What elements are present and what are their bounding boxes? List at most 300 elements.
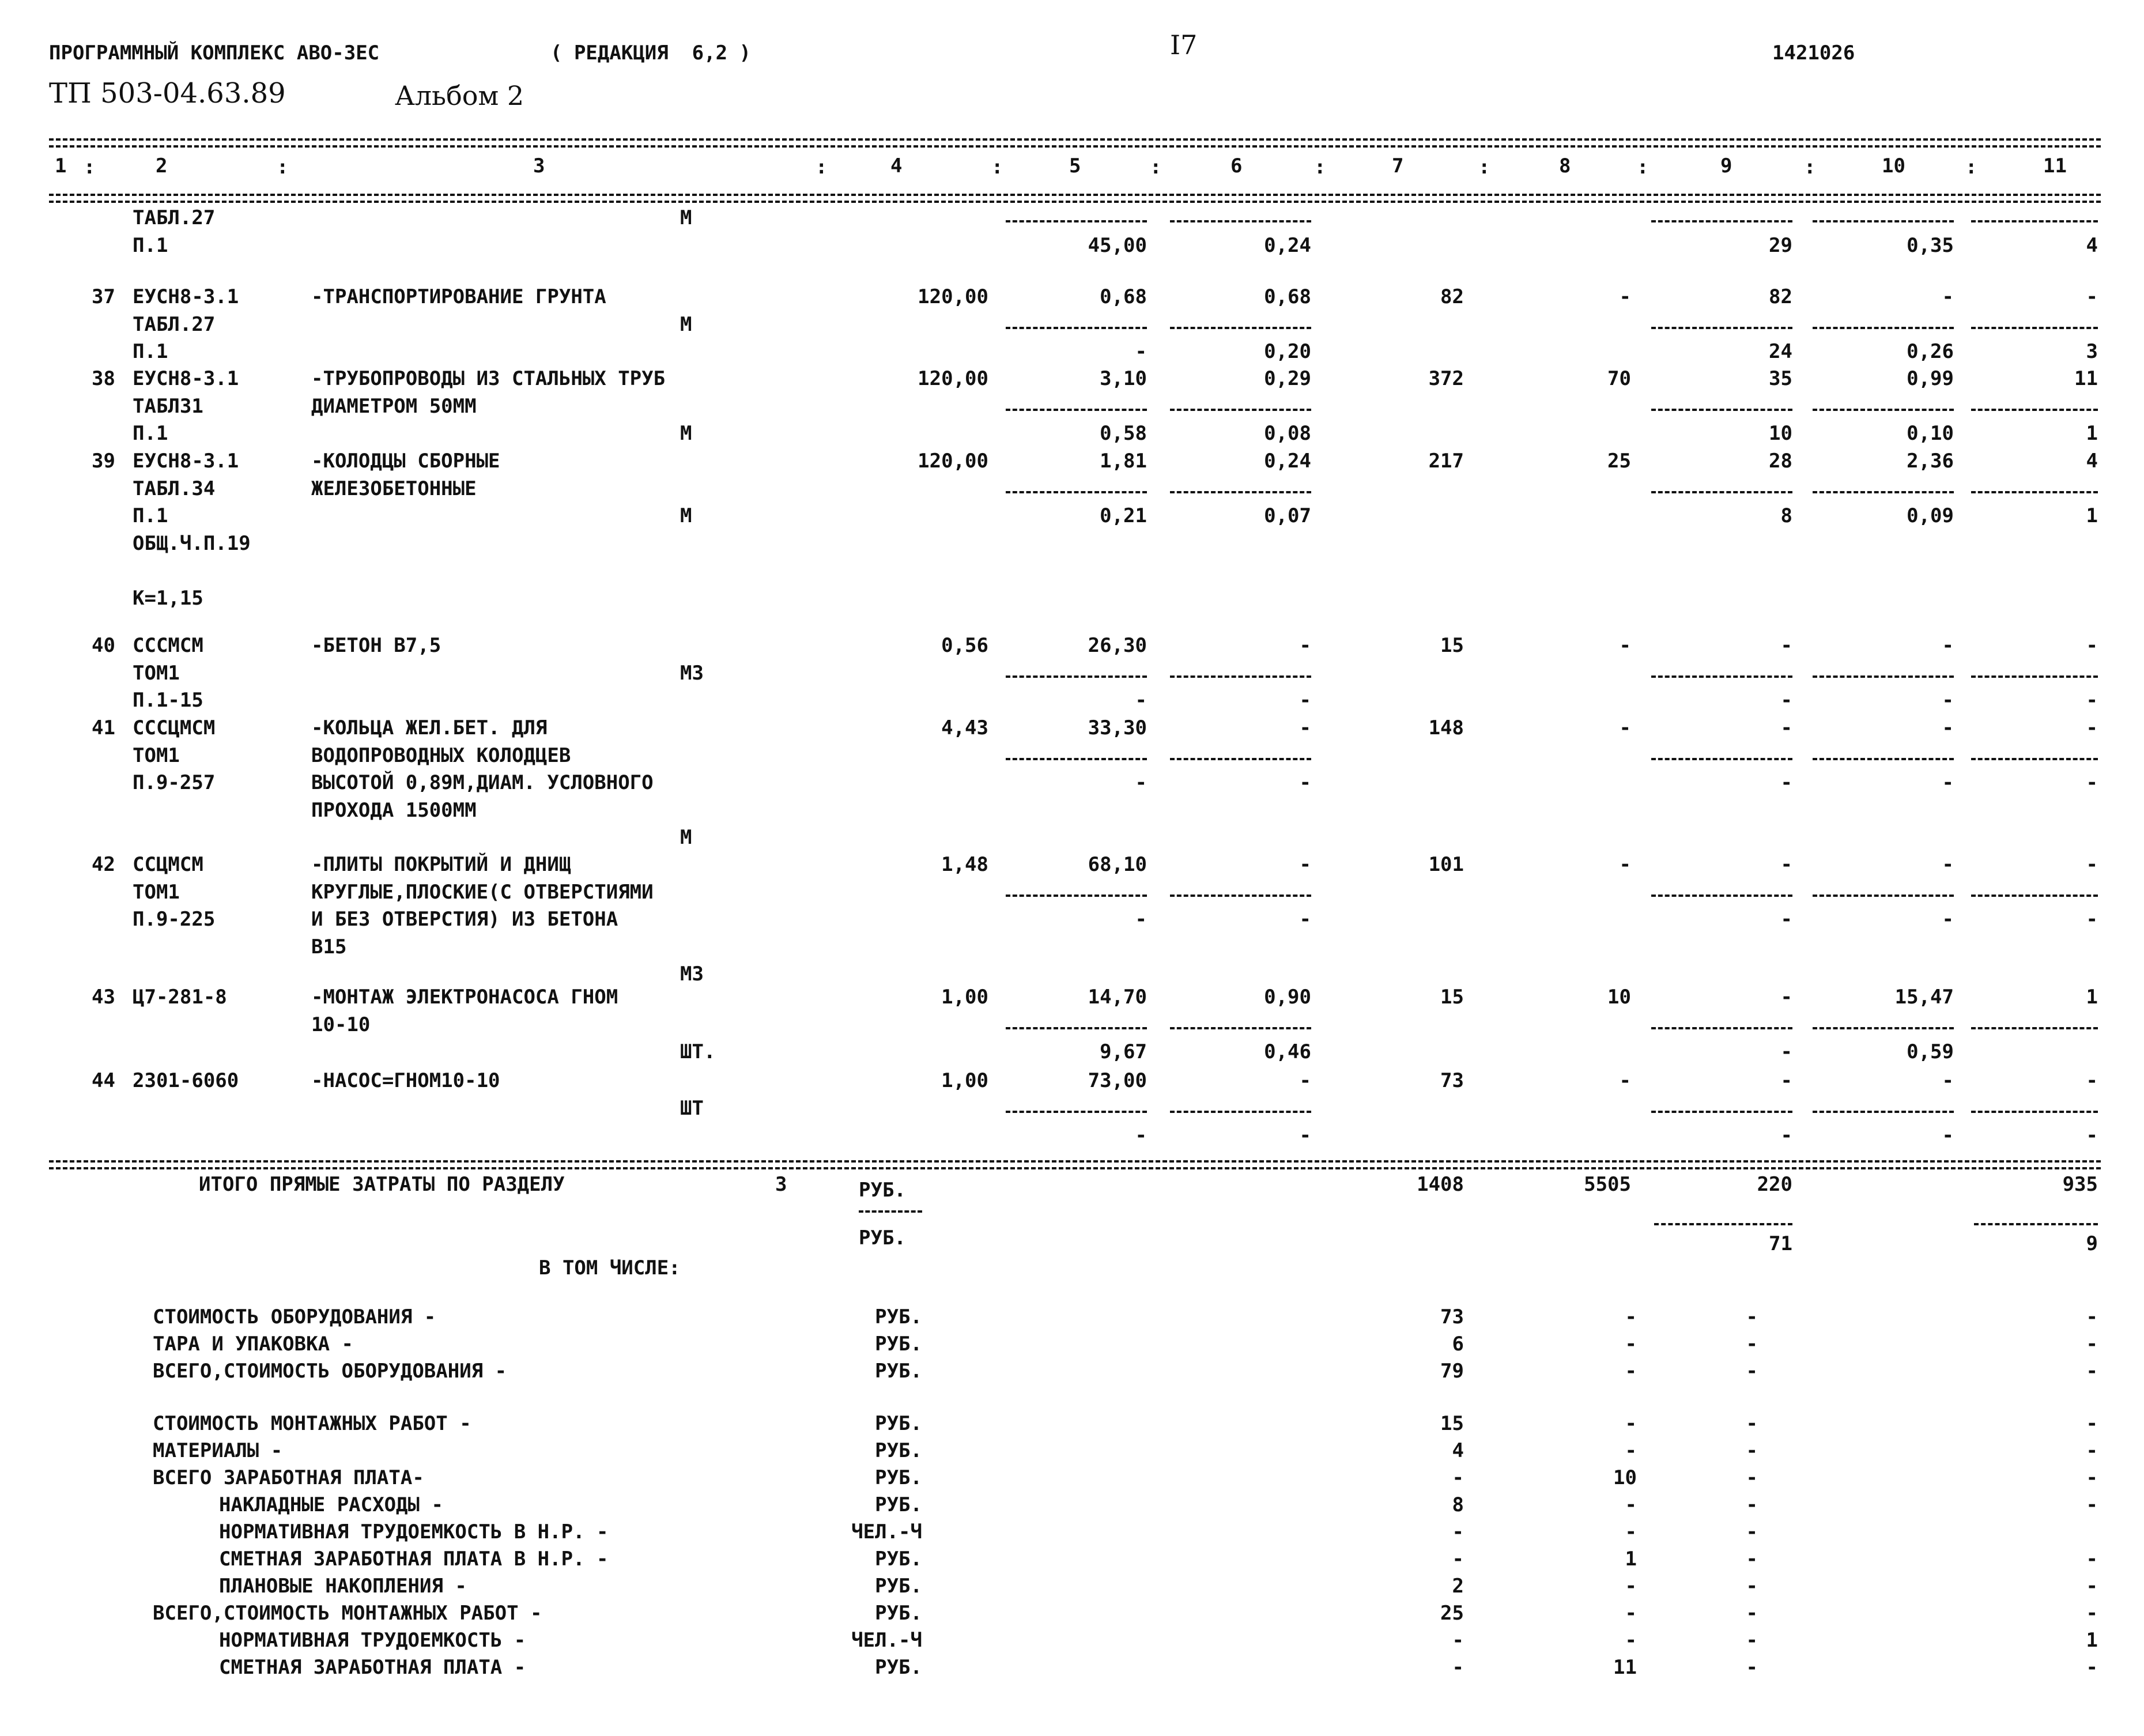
row-c9-top: 82 bbox=[1769, 285, 1792, 308]
summary-col11: - bbox=[2086, 1466, 2098, 1489]
column-header-7: 7 bbox=[1392, 154, 1404, 178]
summary-col11: - bbox=[2086, 1439, 2098, 1462]
summary-col7: 15 bbox=[1440, 1412, 1464, 1435]
row-c10-divider bbox=[1813, 1027, 1954, 1029]
row-c9-bottom: 24 bbox=[1769, 340, 1792, 363]
row-c6-top: - bbox=[1299, 1069, 1311, 1092]
row-code: ТАБЛ.27 bbox=[133, 312, 216, 336]
row-unit: М bbox=[680, 826, 692, 849]
row-c4: 120,00 bbox=[918, 285, 988, 308]
row-c11-top: 1 bbox=[2086, 986, 2098, 1009]
summary-unit: ЧЕЛ.-Ч bbox=[851, 1629, 922, 1652]
row-c4: 120,00 bbox=[918, 367, 988, 390]
summary-unit: РУБ. bbox=[875, 1493, 922, 1516]
summary-col7: 6 bbox=[1452, 1333, 1464, 1356]
summary-unit: РУБ. bbox=[875, 1466, 922, 1489]
summary-col9: - bbox=[1746, 1466, 1758, 1489]
summary-col8: - bbox=[1625, 1412, 1637, 1435]
row-description: -МОНТАЖ ЭЛЕКТРОНАСОСА ГНОМ bbox=[311, 986, 618, 1009]
row-c9-bottom: 10 bbox=[1769, 422, 1792, 445]
row-c10-top: - bbox=[1942, 285, 1954, 308]
row-c9-divider bbox=[1651, 491, 1792, 493]
row-c11-top: - bbox=[2086, 634, 2098, 657]
row-c5-top: 0,68 bbox=[1100, 285, 1147, 308]
column-header-9: 9 bbox=[1720, 154, 1732, 178]
row-c5-bottom: 45,00 bbox=[1088, 233, 1147, 257]
summary-label: СМЕТНАЯ ЗАРАБОТНАЯ ПЛАТА - bbox=[219, 1656, 526, 1679]
summary-col9: - bbox=[1746, 1493, 1758, 1516]
row-unit: ШТ. bbox=[680, 1040, 716, 1063]
row-c5-bottom: 9,67 bbox=[1100, 1040, 1147, 1063]
row-c9-divider bbox=[1651, 409, 1792, 411]
row-c11-divider bbox=[1971, 491, 2098, 493]
row-c6-bottom: 0,20 bbox=[1264, 340, 1311, 363]
row-c10-divider bbox=[1813, 1111, 1954, 1113]
row-c6-top: - bbox=[1299, 853, 1311, 876]
row-code: П.1-15 bbox=[133, 689, 203, 712]
column-header-1: 1 bbox=[55, 154, 67, 178]
row-c11-divider bbox=[1971, 675, 2098, 678]
row-c9-top: - bbox=[1780, 1069, 1792, 1092]
row-c6-bottom: 0,46 bbox=[1264, 1040, 1311, 1063]
summary-unit: РУБ. bbox=[875, 1656, 922, 1679]
total-label: ИТОГО ПРЯМЫЕ ЗАТРАТЫ ПО РАЗДЕЛУ bbox=[199, 1173, 565, 1196]
row-c6-bottom: - bbox=[1299, 1124, 1311, 1147]
row-c11-divider bbox=[1971, 409, 2098, 411]
row-description: ВЫСОТОЙ 0,89М,ДИАМ. УСЛОВНОГО bbox=[311, 771, 654, 794]
tp-number: ТП 503-04.63.89 bbox=[49, 77, 286, 110]
row-c6-top: 0,68 bbox=[1264, 285, 1311, 308]
row-c11-top: - bbox=[2086, 853, 2098, 876]
row-description: ЖЕЛЕЗОБЕТОННЫЕ bbox=[311, 477, 477, 500]
summary-col7: 2 bbox=[1452, 1575, 1464, 1598]
row-c11-divider bbox=[1971, 1111, 2098, 1113]
row-c10-bottom: 0,59 bbox=[1907, 1040, 1954, 1063]
row-code: ТАБЛ.34 bbox=[133, 477, 216, 500]
row-c9-bottom: - bbox=[1780, 771, 1792, 794]
total-col8: 5505 bbox=[1584, 1173, 1631, 1196]
row-c10-bottom: 0,09 bbox=[1907, 504, 1954, 527]
row-c7: 15 bbox=[1440, 986, 1464, 1009]
row-c5-top: 3,10 bbox=[1100, 367, 1147, 390]
summary-unit: РУБ. bbox=[875, 1602, 922, 1625]
total-col9-bottom: 71 bbox=[1769, 1232, 1792, 1255]
row-unit: М3 bbox=[680, 963, 704, 986]
summary-col11: 1 bbox=[2086, 1629, 2098, 1652]
row-c11-divider bbox=[1971, 758, 2098, 760]
row-c8: - bbox=[1619, 716, 1631, 739]
row-c6-top: 0,29 bbox=[1264, 367, 1311, 390]
row-code: П.1 bbox=[133, 340, 168, 363]
total-unit-rule bbox=[859, 1210, 922, 1213]
summary-col11: - bbox=[2086, 1412, 2098, 1435]
row-c6-divider bbox=[1170, 1111, 1311, 1113]
summary-label: ПЛАНОВЫЕ НАКОПЛЕНИЯ - bbox=[219, 1575, 467, 1598]
summary-col11: - bbox=[2086, 1548, 2098, 1571]
row-c8: 70 bbox=[1607, 367, 1631, 390]
row-c9-bottom: - bbox=[1780, 689, 1792, 712]
row-c10-bottom: - bbox=[1942, 771, 1954, 794]
row-c11-bottom: 3 bbox=[2086, 340, 2098, 363]
column-header-6: 6 bbox=[1230, 154, 1243, 178]
row-c9-top: - bbox=[1780, 716, 1792, 739]
row-c6-divider bbox=[1170, 675, 1311, 678]
row-description: -КОЛЬЦА ЖЕЛ.БЕТ. ДЛЯ bbox=[311, 716, 548, 739]
row-description: И БЕЗ ОТВЕРСТИЯ) ИЗ БЕТОНА bbox=[311, 908, 618, 931]
row-c10-bottom: - bbox=[1942, 689, 1954, 712]
row-code: ЕУСН8-3.1 bbox=[133, 285, 239, 308]
total-col7: 1408 bbox=[1417, 1173, 1464, 1196]
row-code: К=1,15 bbox=[133, 586, 203, 610]
row-number: 41 bbox=[92, 716, 115, 739]
row-number: 39 bbox=[92, 450, 115, 473]
row-c10-divider bbox=[1813, 895, 1954, 897]
summary-label: СТОИМОСТЬ МОНТАЖНЫХ РАБОТ - bbox=[153, 1412, 471, 1435]
row-c5-bottom: 0,21 bbox=[1100, 504, 1147, 527]
summary-col8: - bbox=[1625, 1575, 1637, 1598]
summary-col7: 73 bbox=[1440, 1305, 1464, 1329]
row-c6-divider bbox=[1170, 758, 1311, 760]
total-unit: РУБ. bbox=[859, 1179, 906, 1202]
summary-unit: ЧЕЛ.-Ч bbox=[851, 1520, 922, 1543]
summary-col9: - bbox=[1746, 1305, 1758, 1329]
summary-col8: - bbox=[1625, 1493, 1637, 1516]
summary-col7: - bbox=[1452, 1629, 1464, 1652]
column-header-2: 2 bbox=[156, 154, 168, 178]
row-description: 10-10 bbox=[311, 1013, 371, 1036]
row-c10-divider bbox=[1813, 409, 1954, 411]
row-c7: 82 bbox=[1440, 285, 1464, 308]
summary-col8: - bbox=[1625, 1629, 1637, 1652]
row-c10-divider bbox=[1813, 675, 1954, 678]
row-c5-bottom: - bbox=[1135, 771, 1147, 794]
summary-col9: - bbox=[1746, 1656, 1758, 1679]
row-code: ТОМ1 bbox=[133, 880, 180, 904]
row-c6-top: 0,24 bbox=[1264, 450, 1311, 473]
row-c10-divider bbox=[1813, 491, 1954, 493]
summary-col9: - bbox=[1746, 1360, 1758, 1383]
row-code: ЕУСН8-3.1 bbox=[133, 367, 239, 390]
summary-col8: 1 bbox=[1625, 1548, 1637, 1571]
row-c6-bottom: - bbox=[1299, 771, 1311, 794]
row-c10-top: - bbox=[1942, 1069, 1954, 1092]
column-separator: : bbox=[1637, 156, 1649, 179]
summary-col9: - bbox=[1746, 1439, 1758, 1462]
summary-col9: - bbox=[1746, 1520, 1758, 1543]
row-c5-divider bbox=[1006, 758, 1147, 760]
row-description: -БЕТОН В7,5 bbox=[311, 634, 441, 657]
row-c6-bottom: - bbox=[1299, 908, 1311, 931]
row-code: ТОМ1 bbox=[133, 661, 180, 685]
row-c9-top: 28 bbox=[1769, 450, 1792, 473]
row-c8: 25 bbox=[1607, 450, 1631, 473]
total-col11: 935 bbox=[2062, 1173, 2098, 1196]
row-description: -ТРУБОПРОВОДЫ ИЗ СТАЛЬНЫХ ТРУБ bbox=[311, 367, 666, 390]
summary-col8: - bbox=[1625, 1439, 1637, 1462]
column-header-11: 11 bbox=[2043, 154, 2067, 178]
header-top-rule-2 bbox=[49, 145, 2101, 148]
row-c5-divider bbox=[1006, 675, 1147, 678]
row-c10-divider bbox=[1813, 220, 1954, 222]
row-c9-bottom: - bbox=[1780, 1124, 1792, 1147]
row-description: -НАСОС=ГНОМ10-10 bbox=[311, 1069, 500, 1092]
row-description: ДИАМЕТРОМ 50ММ bbox=[311, 394, 477, 418]
row-code: ССCМСМ bbox=[133, 634, 203, 657]
summary-col11: - bbox=[2086, 1656, 2098, 1679]
row-code: Ц7-281-8 bbox=[133, 986, 227, 1009]
row-c11-top: - bbox=[2086, 1069, 2098, 1092]
row-code: ТАБЛ31 bbox=[133, 394, 203, 418]
summary-col7: - bbox=[1452, 1520, 1464, 1543]
row-c9-top: - bbox=[1780, 634, 1792, 657]
summary-col11: - bbox=[2086, 1575, 2098, 1598]
row-c9-bottom: 8 bbox=[1780, 504, 1792, 527]
summary-col9: - bbox=[1746, 1602, 1758, 1625]
summary-col8: - bbox=[1625, 1360, 1637, 1383]
row-c5-top: 14,70 bbox=[1088, 986, 1147, 1009]
row-c6-top: 0,90 bbox=[1264, 986, 1311, 1009]
row-c11-bottom: 1 bbox=[2086, 422, 2098, 445]
row-unit: М bbox=[680, 422, 692, 445]
row-c6-top: - bbox=[1299, 716, 1311, 739]
row-c11-top: - bbox=[2086, 285, 2098, 308]
summary-col9: - bbox=[1746, 1333, 1758, 1356]
row-c9-divider bbox=[1651, 675, 1792, 678]
summary-label: ВСЕГО,СТОИМОСТЬ МОНТАЖНЫХ РАБОТ - bbox=[153, 1602, 542, 1625]
row-c6-divider bbox=[1170, 491, 1311, 493]
row-unit: ШТ bbox=[680, 1096, 704, 1120]
row-code: ССЦМСМ bbox=[133, 853, 203, 876]
row-c8: - bbox=[1619, 1069, 1631, 1092]
row-number: 43 bbox=[92, 986, 115, 1009]
row-code: П.9-257 bbox=[133, 771, 216, 794]
summary-col9: - bbox=[1746, 1412, 1758, 1435]
row-c10-bottom: 0,35 bbox=[1907, 233, 1954, 257]
row-c9-divider bbox=[1651, 895, 1792, 897]
row-c4: 1,00 bbox=[941, 1069, 988, 1092]
row-c5-divider bbox=[1006, 1111, 1147, 1113]
row-c4: 1,48 bbox=[941, 853, 988, 876]
album-label: Альбом 2 bbox=[395, 80, 524, 111]
column-header-10: 10 bbox=[1882, 154, 1905, 178]
summary-col8: 11 bbox=[1613, 1656, 1637, 1679]
row-c11-divider bbox=[1971, 220, 2098, 222]
summary-unit: РУБ. bbox=[875, 1333, 922, 1356]
row-c9-top: - bbox=[1780, 853, 1792, 876]
row-c6-divider bbox=[1170, 220, 1311, 222]
summary-label: МАТЕРИАЛЫ - bbox=[153, 1439, 283, 1462]
row-unit: М bbox=[680, 504, 692, 527]
row-c6-divider bbox=[1170, 1027, 1311, 1029]
row-c10-top: - bbox=[1942, 716, 1954, 739]
row-c4: 0,56 bbox=[941, 634, 988, 657]
row-c10-bottom: - bbox=[1942, 1124, 1954, 1147]
summary-unit: РУБ. bbox=[875, 1548, 922, 1571]
row-c5-divider bbox=[1006, 895, 1147, 897]
row-c11-divider bbox=[1971, 895, 2098, 897]
document-code: 1421026 bbox=[1772, 41, 1855, 65]
edition-label: ( РЕДАКЦИЯ 6,2 ) bbox=[550, 41, 751, 65]
row-description: -ПЛИТЫ ПОКРЫТИЙ И ДНИЩ bbox=[311, 853, 571, 876]
row-code: П.1 bbox=[133, 422, 168, 445]
row-c8: - bbox=[1619, 853, 1631, 876]
row-c7: 372 bbox=[1428, 367, 1464, 390]
summary-col8: - bbox=[1625, 1305, 1637, 1329]
summary-col11: - bbox=[2086, 1602, 2098, 1625]
row-c6-bottom: 0,24 bbox=[1264, 233, 1311, 257]
row-code: ОБЩ.Ч.П.19 bbox=[133, 531, 251, 555]
row-c7: 73 bbox=[1440, 1069, 1464, 1092]
row-c9-bottom: - bbox=[1780, 908, 1792, 931]
summary-col7: 8 bbox=[1452, 1493, 1464, 1516]
row-c5-divider bbox=[1006, 409, 1147, 411]
column-separator: : bbox=[277, 156, 289, 179]
row-description: -КОЛОДЦЫ СБОРНЫЕ bbox=[311, 450, 500, 473]
header-bottom-rule bbox=[49, 194, 2101, 196]
row-number: 42 bbox=[92, 853, 115, 876]
summary-col11: - bbox=[2086, 1305, 2098, 1329]
row-c11-bottom: 4 bbox=[2086, 233, 2098, 257]
row-c10-top: - bbox=[1942, 853, 1954, 876]
row-c5-top: 1,81 bbox=[1100, 450, 1147, 473]
summary-unit: РУБ. bbox=[875, 1360, 922, 1383]
row-unit: М bbox=[680, 206, 692, 229]
row-c9-top: - bbox=[1780, 986, 1792, 1009]
summary-col11: - bbox=[2086, 1493, 2098, 1516]
row-c11-bottom: 1 bbox=[2086, 504, 2098, 527]
summary-unit: РУБ. bbox=[875, 1439, 922, 1462]
row-c9-divider bbox=[1651, 1111, 1792, 1113]
summary-col9: - bbox=[1746, 1548, 1758, 1571]
row-c6-top: - bbox=[1299, 634, 1311, 657]
summary-label: ВСЕГО ЗАРАБОТНАЯ ПЛАТА- bbox=[153, 1466, 424, 1489]
row-c5-bottom: - bbox=[1135, 1124, 1147, 1147]
header-top-rule bbox=[49, 138, 2101, 141]
summary-col7: - bbox=[1452, 1656, 1464, 1679]
summary-label: ТАРА И УПАКОВКА - bbox=[153, 1333, 353, 1356]
row-description: В15 bbox=[311, 935, 347, 958]
column-header-5: 5 bbox=[1069, 154, 1081, 178]
summary-col9: - bbox=[1746, 1575, 1758, 1598]
row-c5-bottom: - bbox=[1135, 908, 1147, 931]
row-c5-divider bbox=[1006, 220, 1147, 222]
row-c11-top: - bbox=[2086, 716, 2098, 739]
row-c6-bottom: - bbox=[1299, 689, 1311, 712]
row-c11-divider bbox=[1971, 1027, 2098, 1029]
row-code: ЕУСН8-3.1 bbox=[133, 450, 239, 473]
summary-label: НАКЛАДНЫЕ РАСХОДЫ - bbox=[219, 1493, 443, 1516]
row-c11-bottom: - bbox=[2086, 908, 2098, 931]
summary-col8: - bbox=[1625, 1333, 1637, 1356]
row-c10-top: 0,99 bbox=[1907, 367, 1954, 390]
row-c10-divider bbox=[1813, 758, 1954, 760]
column-header-8: 8 bbox=[1559, 154, 1571, 178]
row-c5-top: 68,10 bbox=[1088, 853, 1147, 876]
row-number: 38 bbox=[92, 367, 115, 390]
row-c9-bottom: - bbox=[1780, 1040, 1792, 1063]
summary-col11: - bbox=[2086, 1333, 2098, 1356]
row-c5-divider bbox=[1006, 1027, 1147, 1029]
summary-unit: РУБ. bbox=[875, 1305, 922, 1329]
row-c11-bottom: - bbox=[2086, 1124, 2098, 1147]
column-separator: : bbox=[1150, 156, 1162, 179]
row-number: 37 bbox=[92, 285, 115, 308]
row-c10-top: 15,47 bbox=[1894, 986, 1954, 1009]
row-c7: 15 bbox=[1440, 634, 1464, 657]
row-code: ТОМ1 bbox=[133, 744, 180, 767]
row-code: 2301-6060 bbox=[133, 1069, 239, 1092]
row-c11-top: 11 bbox=[2074, 367, 2098, 390]
row-c4: 4,43 bbox=[941, 716, 988, 739]
row-c8: - bbox=[1619, 285, 1631, 308]
total-col11-rule bbox=[1974, 1223, 2098, 1225]
row-description: -ТРАНСПОРТИРОВАНИЕ ГРУНТА bbox=[311, 285, 606, 308]
row-code: П.9-225 bbox=[133, 908, 216, 931]
row-code: П.1 bbox=[133, 504, 168, 527]
column-separator: : bbox=[84, 156, 96, 179]
summary-label: СТОИМОСТЬ ОБОРУДОВАНИЯ - bbox=[153, 1305, 436, 1329]
summary-col11: - bbox=[2086, 1360, 2098, 1383]
row-c9-bottom: 29 bbox=[1769, 233, 1792, 257]
row-c6-divider bbox=[1170, 327, 1311, 329]
summary-col8: - bbox=[1625, 1602, 1637, 1625]
program-title: ПРОГРАММНЫЙ КОМПЛЕКС АВО-ЗЕС bbox=[49, 41, 380, 65]
row-c5-bottom: - bbox=[1135, 689, 1147, 712]
row-c7: 148 bbox=[1428, 716, 1464, 739]
summary-unit: РУБ. bbox=[875, 1412, 922, 1435]
row-description: ВОДОПРОВОДНЫХ КОЛОДЦЕВ bbox=[311, 744, 571, 767]
summary-label: ВСЕГО,СТОИМОСТЬ ОБОРУДОВАНИЯ - bbox=[153, 1360, 507, 1383]
column-separator: : bbox=[816, 156, 828, 179]
row-description: ПРОХОДА 1500ММ bbox=[311, 798, 477, 822]
row-c5-divider bbox=[1006, 491, 1147, 493]
row-c4: 1,00 bbox=[941, 986, 988, 1009]
row-c5-divider bbox=[1006, 327, 1147, 329]
row-number: 44 bbox=[92, 1069, 115, 1092]
summary-label: НОРМАТИВНАЯ ТРУДОЕМКОСТЬ В Н.Р. - bbox=[219, 1520, 609, 1543]
column-header-3: 3 bbox=[533, 154, 545, 178]
row-c10-top: 2,36 bbox=[1907, 450, 1954, 473]
row-c9-top: 35 bbox=[1769, 367, 1792, 390]
column-separator: : bbox=[1478, 156, 1490, 179]
row-c5-bottom: - bbox=[1135, 340, 1147, 363]
row-c9-divider bbox=[1651, 220, 1792, 222]
column-separator: : bbox=[1965, 156, 1977, 179]
total-top-rule bbox=[49, 1160, 2101, 1163]
row-c8: 10 bbox=[1607, 986, 1631, 1009]
row-c10-bottom: 0,26 bbox=[1907, 340, 1954, 363]
row-c9-divider bbox=[1651, 758, 1792, 760]
row-c11-divider bbox=[1971, 327, 2098, 329]
total-col11-bottom: 9 bbox=[2086, 1232, 2098, 1255]
page-number: I7 bbox=[1170, 29, 1198, 61]
row-c11-bottom: - bbox=[2086, 771, 2098, 794]
row-c10-top: - bbox=[1942, 634, 1954, 657]
total-section: 3 bbox=[775, 1173, 787, 1196]
column-separator: : bbox=[991, 156, 1003, 179]
total-col9: 220 bbox=[1757, 1173, 1792, 1196]
summary-label: СМЕТНАЯ ЗАРАБОТНАЯ ПЛАТА В Н.Р. - bbox=[219, 1548, 609, 1571]
row-c10-bottom: - bbox=[1942, 908, 1954, 931]
row-c4: 120,00 bbox=[918, 450, 988, 473]
summary-label: НОРМАТИВНАЯ ТРУДОЕМКОСТЬ - bbox=[219, 1629, 526, 1652]
row-c10-bottom: 0,10 bbox=[1907, 422, 1954, 445]
row-number: 40 bbox=[92, 634, 115, 657]
row-c11-bottom: - bbox=[2086, 689, 2098, 712]
summary-col8: 10 bbox=[1613, 1466, 1637, 1489]
row-c10-divider bbox=[1813, 327, 1954, 329]
column-separator: : bbox=[1314, 156, 1326, 179]
